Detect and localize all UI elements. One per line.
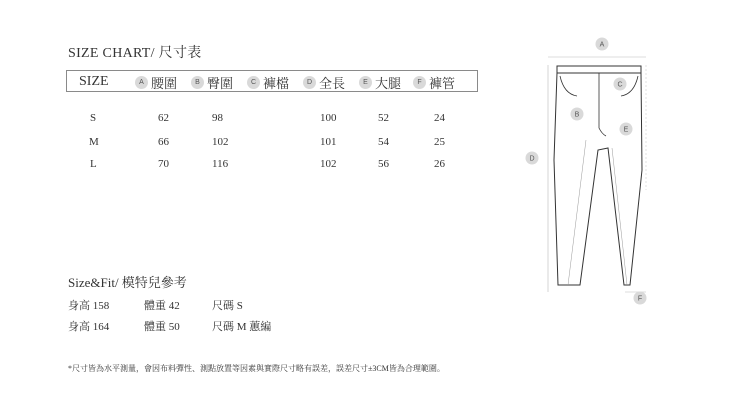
marker-b-icon (571, 108, 584, 121)
badge-c-icon: C (247, 76, 260, 89)
cell-thigh: 54 (378, 136, 389, 148)
header-hip-label: 臀圍 (207, 75, 234, 91)
marker-e-icon (620, 123, 633, 136)
pants-outline (554, 73, 642, 285)
marker-c-label: C (617, 81, 623, 89)
model-size: 尺碼 S (212, 300, 243, 312)
marker-f-icon (634, 292, 647, 305)
cell-hem: 26 (434, 158, 445, 170)
cell-waist: 66 (158, 136, 169, 148)
header-hem (413, 71, 455, 93)
model-weight: 體重 42 (144, 300, 180, 312)
size-fit-title: Size&Fit/ 模特兒參考 (68, 275, 187, 290)
header-thigh (359, 71, 401, 93)
badge-b-icon: B (191, 76, 204, 89)
left-pocket (560, 76, 577, 96)
badge-e-icon: E (359, 76, 372, 89)
cell-thigh: 52 (378, 112, 389, 124)
model-height: 身高 164 (68, 321, 110, 333)
cell-length: 100 (320, 112, 337, 124)
row-size: L (90, 158, 97, 170)
marker-a-icon (596, 38, 609, 51)
marker-e-label: E (623, 126, 629, 134)
waistband (557, 66, 641, 73)
fly-seam (599, 73, 606, 136)
cell-hip: 102 (212, 136, 229, 148)
header-waist-label: 腰圍 (151, 75, 178, 91)
marker-c-icon (614, 78, 627, 91)
marker-a-label: A (599, 41, 605, 49)
header-thigh-label: 大腿 (375, 75, 402, 91)
cell-hem: 25 (434, 136, 445, 148)
marker-b-label: B (574, 111, 580, 119)
cell-length: 102 (320, 158, 337, 170)
size-chart-header (66, 70, 478, 92)
cell-hem: 24 (434, 112, 445, 124)
size-chart-title: SIZE CHART/ 尺寸表 (68, 46, 202, 61)
badge-f-icon: F (413, 76, 426, 89)
row-size: M (89, 136, 99, 148)
header-length-label: 全長 (319, 75, 346, 91)
marker-d-icon (526, 152, 539, 165)
cell-thigh: 56 (378, 158, 389, 170)
model-size: 尺碼 M 蕙編 (212, 321, 272, 333)
header-length (303, 71, 345, 93)
pants-diagram (520, 30, 660, 310)
model-height: 身高 158 (68, 300, 110, 312)
header-waist (135, 71, 177, 93)
header-hem-label: 褲管 (429, 75, 456, 91)
right-seam (612, 148, 627, 285)
cell-waist: 62 (158, 112, 169, 124)
cell-hip: 116 (212, 158, 229, 170)
header-rise (247, 71, 289, 93)
cell-length: 101 (320, 136, 337, 148)
row-size: S (90, 112, 97, 124)
header-hip (191, 71, 233, 93)
model-weight: 體重 50 (144, 321, 180, 333)
size-column-header: SIZE (79, 74, 109, 89)
marker-f-label: F (637, 295, 643, 303)
badge-a-icon: A (135, 76, 148, 89)
cell-waist: 70 (158, 158, 169, 170)
cell-hip: 98 (212, 112, 223, 124)
marker-d-label: D (529, 155, 535, 163)
measurement-note: *尺寸皆為水平測量，會因布料彈性、測點放置等因素與實際尺寸略有誤差，誤差尺寸±3CM皆為合理範圍。 (68, 364, 445, 373)
badge-d-icon: D (303, 76, 316, 89)
header-rise-label: 褲檔 (263, 75, 290, 91)
